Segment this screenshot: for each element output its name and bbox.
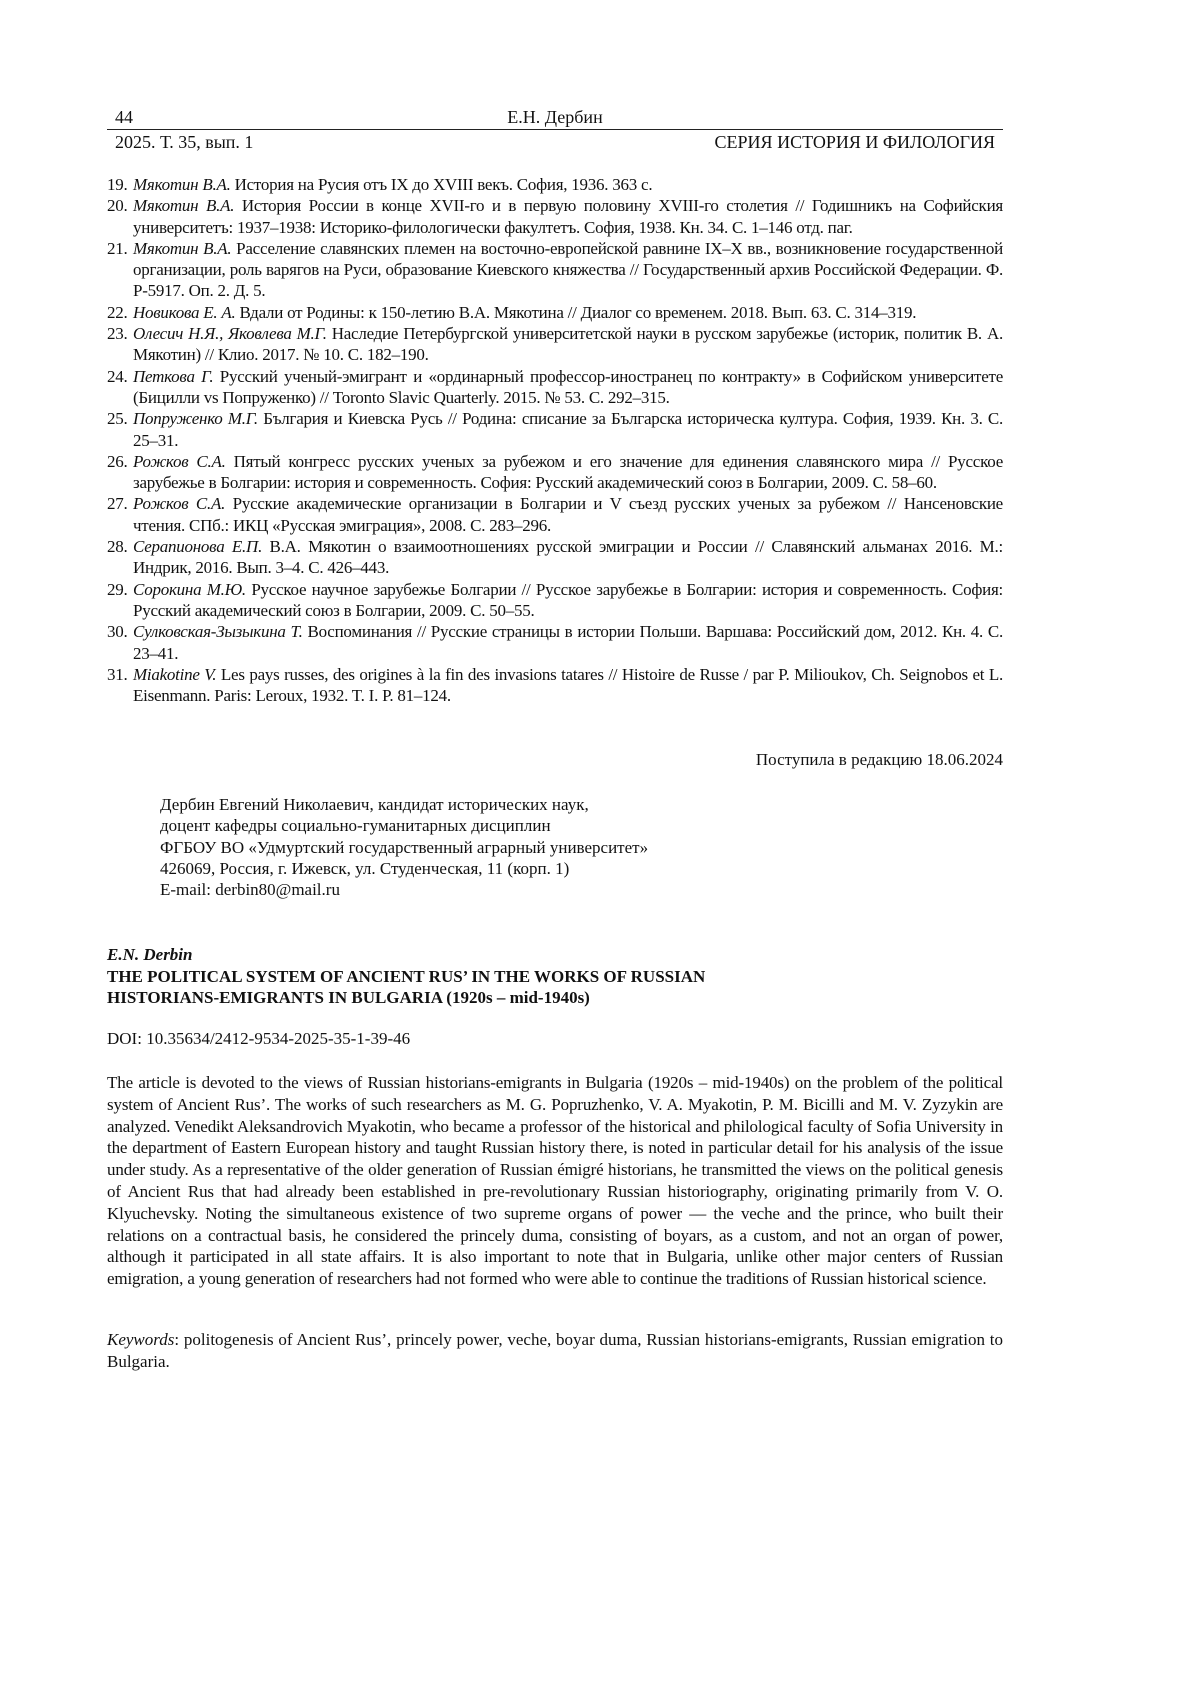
reference-number: 23. — [107, 324, 128, 344]
reference-item — [107, 323, 1003, 366]
reference-number: 19. — [107, 175, 128, 194]
reference-item — [107, 195, 1003, 238]
reference-author: Мякотин В.А. — [133, 196, 235, 216]
journal-series: СЕРИЯ ИСТОРИЯ И ФИЛОЛОГИЯ — [714, 132, 995, 152]
reference-author: Новикова Е. А. — [133, 302, 236, 322]
running-header — [107, 107, 1003, 130]
english-author: E.N. Derbin — [107, 945, 193, 964]
reference-number: 30. — [107, 622, 128, 642]
reference-item — [107, 621, 1003, 664]
reference-text: България и Киевска Русь // Родина: списание за Българска историческа култура. София, 1939. Кн. 3. С. 25–31. — [133, 409, 1003, 450]
reference-text: Les pays russes, des origines à la fin des invasions tatares // Histoire de Russe / par P. Milioukov, Ch. Seignobos et L. Eisenmann. Paris: Leroux, 1932. T. I. P. 81–124. — [133, 664, 1003, 706]
received-date: Поступила в редакцию 18.06.2024 — [755, 750, 1003, 769]
reference-item — [107, 664, 1003, 707]
reference-text: Вдали от Родины: к 150-летию В.А. Мякотина // Диалог со временем. 2018. Вып. 63. С. 314–319. — [235, 302, 917, 322]
reference-text: История России в конце XVII-го и в первую половину XVIII-го столетия // Годишникъ на Софийския университетъ: 1937–1938: Историко-филологически факултетъ. София, 1938. Кн. 34. С. 1–146 отд. паг. — [133, 196, 1003, 237]
reference-item — [107, 302, 1003, 323]
reference-list — [107, 174, 1003, 706]
reference-number: 21. — [107, 238, 128, 258]
reference-item — [107, 579, 1003, 622]
author-info-line: доцент кафедры социально-гуманитарных дисциплин — [160, 816, 551, 836]
header-author: Е.Н. Дербин — [507, 107, 603, 127]
keywords — [107, 1329, 1003, 1373]
author-info-line: ФГБОУ ВО «Удмуртский государственный аграрный университет» — [160, 837, 649, 857]
keywords-label: Keywords — [107, 1330, 175, 1349]
reference-item — [107, 536, 1003, 579]
reference-number: 28. — [107, 537, 128, 557]
reference-author: Рожков С.А. — [133, 494, 226, 514]
reference-text: История на Русия отъ IX до XVIII векъ. София, 1936. 363 с. — [230, 175, 653, 194]
page-number: 44 — [115, 107, 133, 127]
reference-author: Мякотин В.А. — [133, 175, 231, 194]
keywords-text: : politogenesis of Ancient Rus’, princely power, veche, boyar duma, Russian historians-emigrants, Russian emigration to Bulgaria. — [107, 1330, 1003, 1371]
author-info — [160, 794, 648, 900]
reference-author: Miakotine V. — [133, 664, 217, 684]
reference-number: 22. — [107, 302, 128, 322]
reference-text: Пятый конгресс русских ученых за рубежом и его значение для единения славянского мира // Русское зарубежье в Болгарии: история и современность. София: Русский академический союз в Болгарии, 2009. С. 58–60. — [133, 451, 1003, 493]
reference-number: 24. — [107, 366, 128, 386]
author-info-line: Дербин Евгений Николаевич, кандидат исторических наук, — [160, 795, 589, 814]
reference-author: Петкова Г. — [133, 366, 214, 386]
english-title-block — [107, 944, 1003, 1009]
reference-author: Мякотин В.А. — [133, 238, 232, 258]
reference-item — [107, 174, 1003, 195]
reference-author: Сулковская-Зызыкина Т. — [133, 622, 303, 642]
reference-number: 29. — [107, 579, 128, 599]
reference-text: Русский ученый-эмигрант и «ординарный профессор-иностранец по контракту» в Софийском университете (Бицилли vs Попруженко) // Toronto Slavic Quarterly. 2015. № 53. С. 292–315. — [133, 366, 1004, 407]
reference-item — [107, 451, 1003, 494]
reference-item — [107, 408, 1003, 451]
doi[interactable]: DOI: 10.35634/2412-9534-2025-35-1-39-46 — [107, 1029, 411, 1048]
english-title-line: THE POLITICAL SYSTEM OF ANCIENT RUS’ IN THE WORKS OF RUSSIAN — [107, 966, 706, 986]
reference-item — [107, 366, 1003, 409]
author-email: E-mail: derbin80@mail.ru — [160, 880, 340, 900]
abstract: The article is devoted to the views of Russian historians-emigrants in Bulgaria (1920s – mid-1940s) on the problem of the political system of Ancient Rus’. The works of such researchers as M. G. Popruzhenko, V. A. Myakotin, P. M. Bicilli and M. V. Zyzykin are analyzed. Venedikt Aleksandrovich Myakotin, who became a professor of the historical and philological faculty of Sofia University in the department of Eastern European history and taught Russian history there, is noted in particular detail for his analysis of the issue under study. As a representative of the older generation of Russian émigré historians, he transmitted the views on the political genesis of Ancient Rus that had already been established in pre-revolutionary Russian historiography, originating primarily from V. O. Klyuchevsky. Noting the simultaneous existence of two supreme organs of power — the veche and the prince, who built their relations on a contractual basis, he considered the princely duma, consisting of boyars, as a custom, and not an organ of power, although it participated in all state affairs. It is also important to note that in Bulgaria, unlike other major centers of Russian emigration, a young generation of researchers had not formed who were able to continue the traditions of Russian historical science. — [107, 1073, 1003, 1289]
reference-number: 31. — [107, 664, 128, 684]
reference-text: Воспоминания // Русские страницы в истории Польши. Варшава: Российский дом, 2012. Кн. 4. С. 23–41. — [133, 622, 1003, 663]
english-title-line: HISTORIANS-EMIGRANTS IN BULGARIA (1920s – mid-1940s) — [107, 988, 590, 1007]
reference-number: 27. — [107, 494, 128, 514]
journal-issue: 2025. Т. 35, вып. 1 — [115, 132, 254, 152]
reference-text: Русское научное зарубежье Болгарии // Русское зарубежье в Болгарии: история и современность. София: Русский академический союз в Болгарии, 2009. С. 50–55. — [133, 579, 1003, 620]
reference-author: Попруженко М.Г. — [133, 409, 258, 429]
author-info-line: 426069, Россия, г. Ижевск, ул. Студенческая, 11 (корп. 1) — [160, 858, 570, 878]
reference-text: В.А. Мякотин о взаимоотношениях русской эмиграции и России // Славянский альманах 2016. М.: Индрик, 2016. Вып. 3–4. С. 426–443. — [133, 537, 1003, 578]
reference-number: 25. — [107, 409, 128, 429]
reference-text: Русские академические организации в Болгарии и V съезд русских ученых за рубежом // Нансеновские чтения. СПб.: ИКЦ «Русская эмиграция», 2008. С. 283–296. — [133, 494, 1003, 535]
reference-item — [107, 238, 1003, 302]
reference-author: Рожков С.А. — [133, 451, 226, 471]
reference-number: 20. — [107, 196, 128, 216]
reference-text: Расселение славянских племен на восточно-европейской равнине IX–X вв., возникновение государственной организации, роль варягов на Руси, образование Киевского княжества // Государственный архив Российской Федерации. Ф. Р-5917. Оп. 2. Д. 5. — [133, 238, 1003, 301]
reference-author: Сорокина М.Ю. — [133, 579, 246, 599]
reference-author: Серапионова Е.П. — [133, 537, 263, 557]
reference-author: Олесич Н.Я., Яковлева М.Г. — [133, 324, 327, 344]
reference-number: 26. — [107, 451, 128, 471]
reference-text: Наследие Петербургской университетской науки в русском зарубежье (историк, политик В. А. Мякотин) // Клио. 2017. № 10. С. 182–190. — [133, 324, 1003, 365]
reference-item — [107, 493, 1003, 536]
